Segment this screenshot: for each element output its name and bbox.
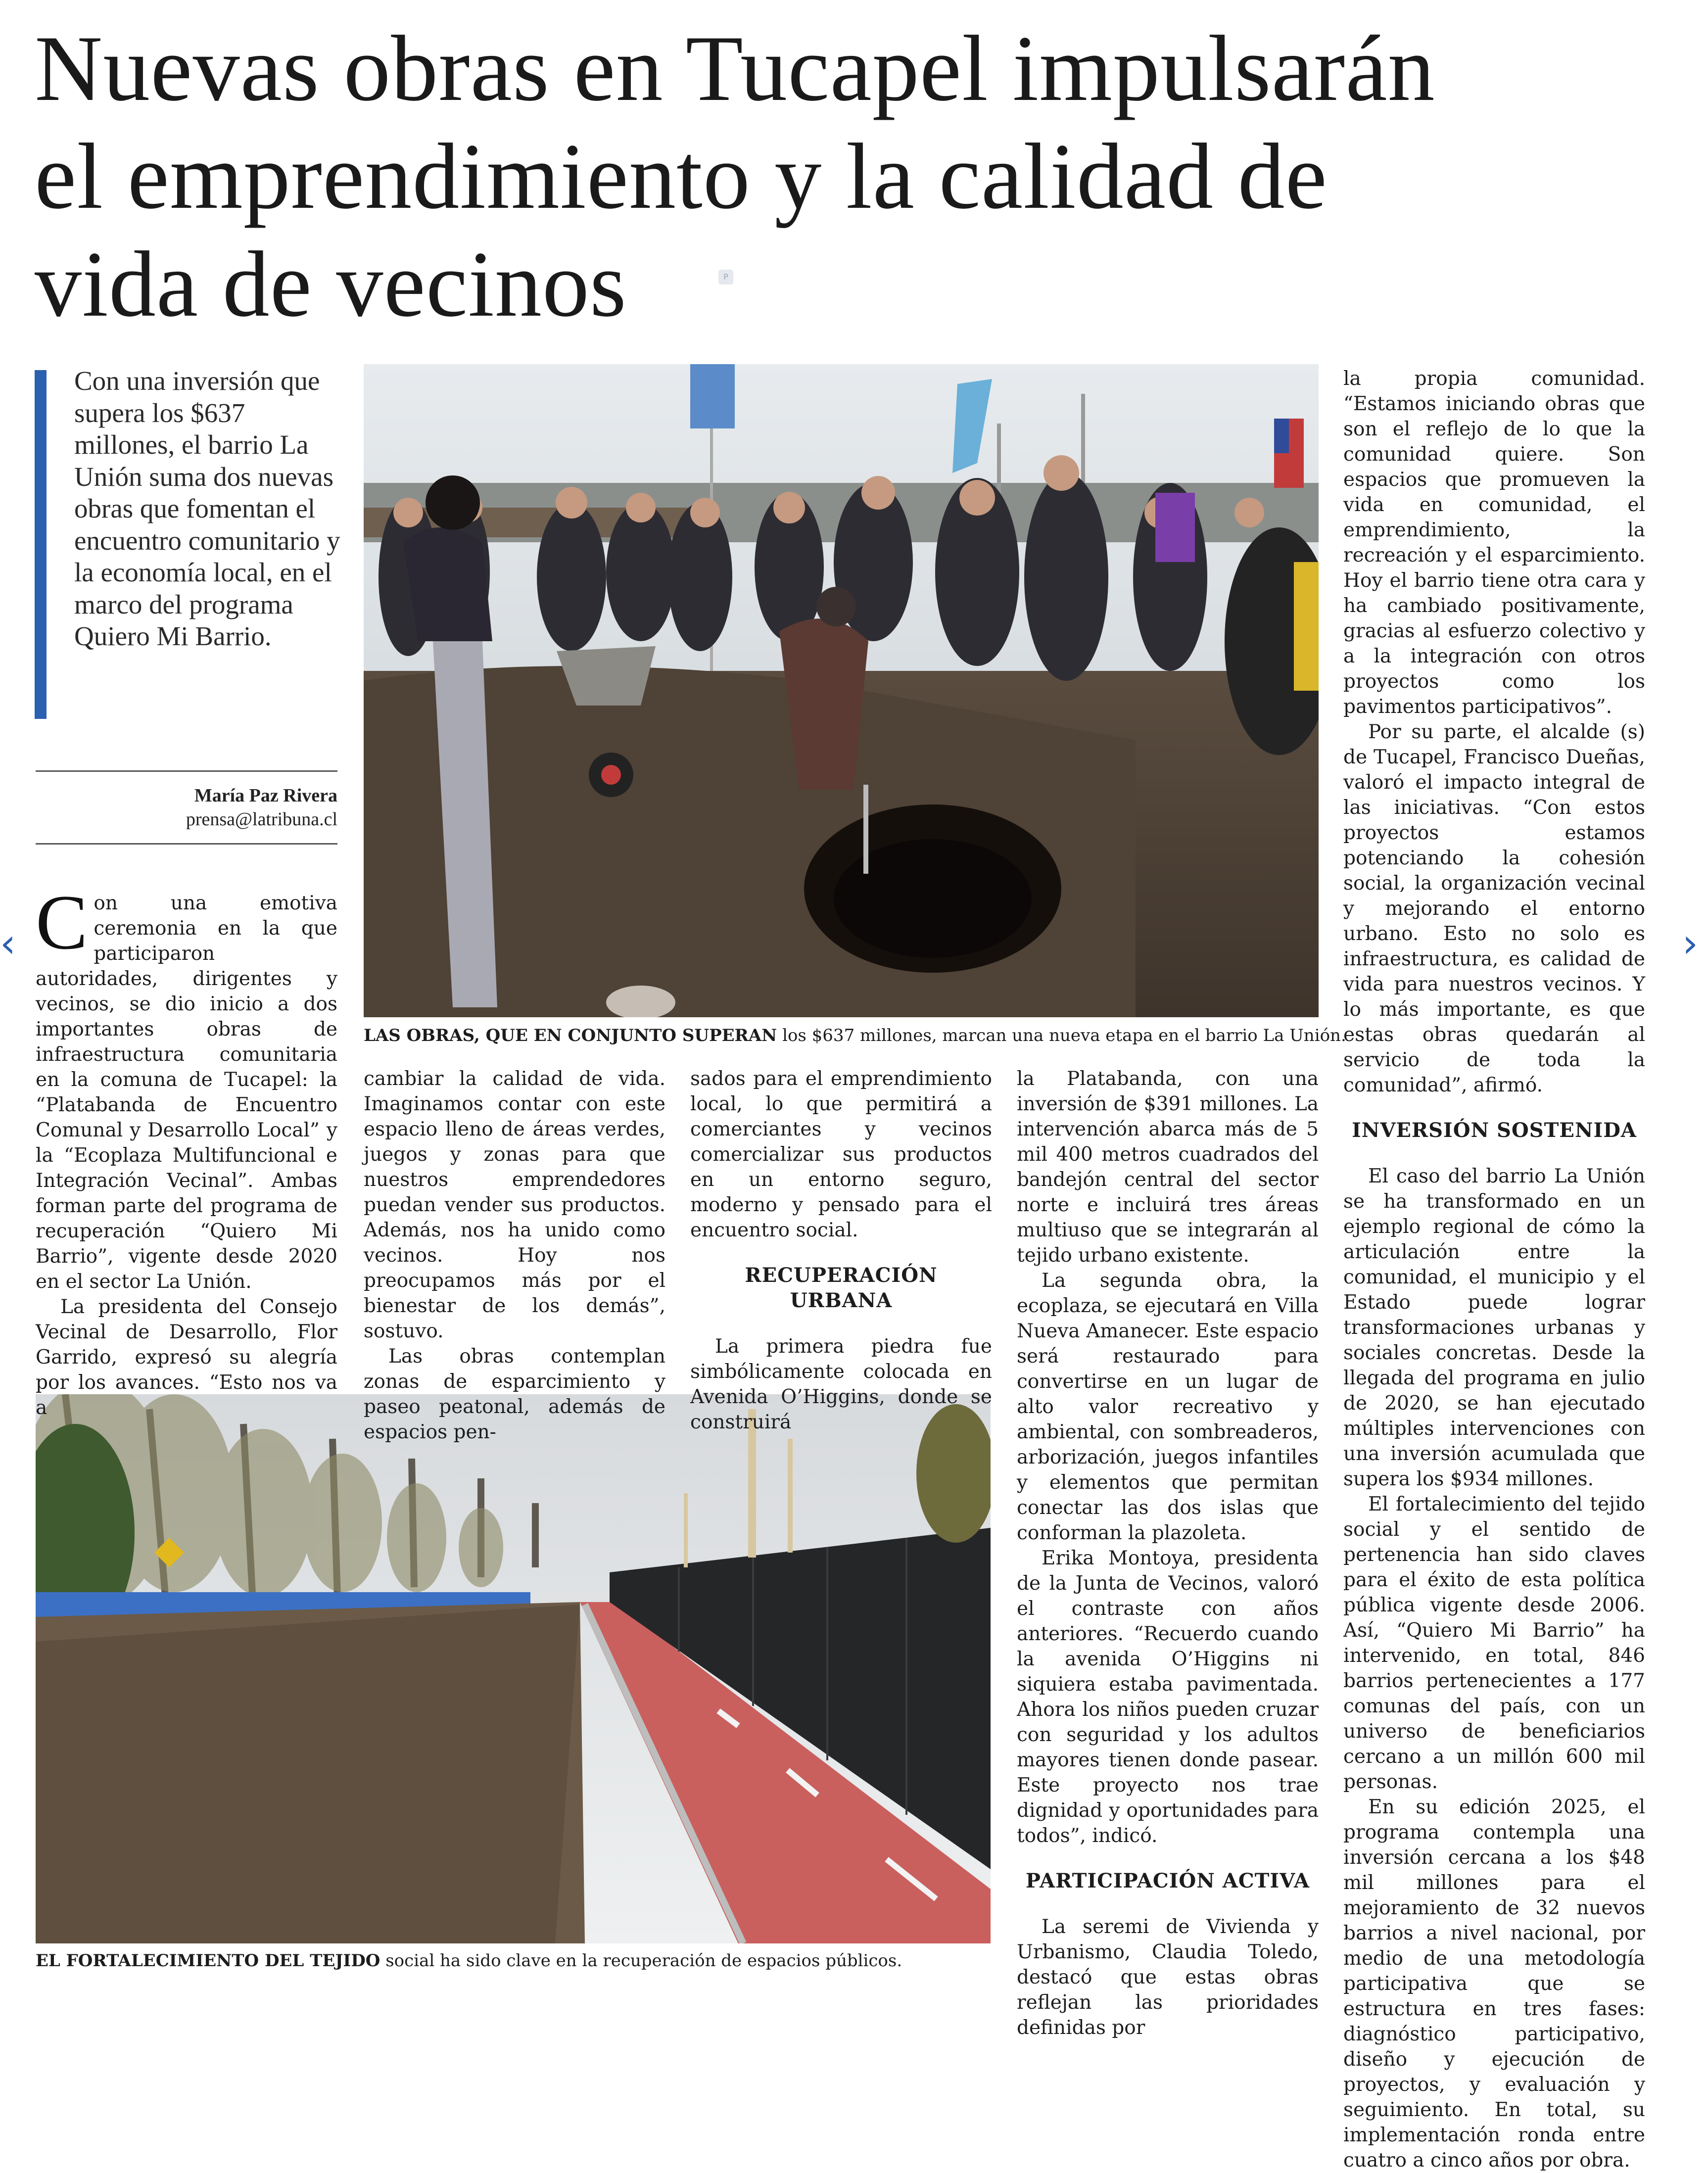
body-paragraph: Las obras contemplan zonas de esparcimiento y paseo peatonal, además de espacios pen-	[364, 1345, 665, 1443]
body-paragraph: sados para el emprendimiento local, lo que permitirá a comerciantes y vecinos comercializar sus productos en un entorno seguro, moderno y pensado para el encuentro social.	[690, 1068, 992, 1241]
ceremony-caption-text: los $637 millones, marcan una nueva etapa en el barrio La Unión.	[777, 1026, 1346, 1045]
body-paragraph: El caso del barrio La Unión se ha transformado en un ejemplo regional de cómo la articulación entre la comunidad, el municipio y el Estado puede lograr transformaciones urbanas y sociales concretas. Desde la llegada del programa en julio de 2020, se han ejecutado múltiples intervenciones con una inversión acumulada que supera los $934 millones.	[1343, 1165, 1645, 1490]
bike-lane-caption-bold: EL FORTALECIMIENTO DEL TEJIDO	[36, 1951, 380, 1971]
next-page-arrow-icon[interactable]: ›	[1682, 920, 1698, 966]
author-bottom-rule	[36, 843, 337, 845]
lead-paragraph: Con una inversión que supera los $637 millones, el barrio La Unión suma dos nuevas obras que fomentan el encuentro comunitario y la economía local, en el marco del programa Quiero Mi Barrio.	[74, 366, 340, 651]
headline	[35, 15, 1667, 338]
subhead-inversion-sostenida: INVERSIÓN SOSTENIDA	[1352, 1119, 1637, 1142]
author-name: María Paz Rivera	[194, 785, 337, 806]
drop-cap: C	[36, 879, 88, 966]
subhead-recuperacion-urbana: RECUPERACIÓN URBANA	[745, 1264, 938, 1312]
body-column-3	[690, 1066, 992, 1435]
headline-line-3: vida de vecinos	[35, 233, 627, 336]
author-email: prensa@latribuna.cl	[186, 809, 337, 830]
body-column-1	[36, 879, 337, 1420]
bike-lane-photo	[36, 1394, 991, 1943]
body-paragraph	[36, 879, 337, 1294]
bike-lane-photo-illustration	[36, 1394, 991, 1943]
body-column-5	[1343, 366, 1645, 2173]
ceremony-photo-caption	[364, 1026, 1346, 1045]
body-paragraph: La primera piedra fue simbólicamente colocada en Avenida O’Higgins, donde se construirá	[690, 1335, 992, 1433]
body-paragraph: Por su parte, el alcalde (s) de Tucapel, Francisco Dueñas, valoró el impacto integral de las iniciativas. “Con estos proyectos estamos potenciando la cohesión social, la organización vecinal y mejorando el entorno urbano. Esto no solo es infraestructura, es calidad de vida para nuestros vecinos. Y lo más importante, es que estas obras quedarán al servicio de toda la comunidad”, afirmó.	[1343, 721, 1645, 1096]
prev-page-arrow-icon[interactable]: ‹	[0, 920, 16, 966]
body-column-2	[364, 1066, 665, 1445]
bike-lane-caption-text: social ha sido clave en la recuperación de espacios públicos.	[380, 1951, 902, 1971]
lead-accent-bar	[35, 370, 47, 719]
body-paragraph: La seremi de Vivienda y Urbanismo, Claudia Toledo, destacó que estas obras reflejan las prioridades definidas por	[1017, 1916, 1319, 2039]
ceremony-photo	[364, 364, 1319, 1017]
body-paragraph: la propia comunidad. “Estamos iniciando obras que son el reflejo de lo que la comunidad quiere. Son espacios que promueven la vida en comunidad, el emprendimiento, la recreación y el esparcimiento. Hoy el barrio tiene otra cara y ha cambiado positivamente, gracias al esfuerzo colectivo y a la integración con otros proyectos como los pavimentos participativos”.	[1343, 368, 1645, 718]
body-paragraph: cambiar la calidad de vida. Imaginamos contar con este espacio lleno de áreas verdes, juegos y zonas para que nuestros emprendedores puedan vender sus productos. Además, nos ha unido como vecinos. Hoy nos preocupamos más por el bienestar de los demás”, sostuvo.	[364, 1068, 665, 1342]
headline-line-2: el emprendimiento y la calidad de	[35, 125, 1328, 229]
body-paragraph: La presidenta del Consejo Vecinal de Desarrollo, Flor Garrido, expresó su alegría por los avances. “Esto nos va a	[36, 1296, 337, 1419]
author-top-rule	[36, 770, 337, 772]
body-paragraph: La segunda obra, la ecoplaza, se ejecutará en Villa Nueva Amanecer. Este espacio será restaurado para convertirse en un lugar de alto valor recreativo y ambiental, con sombreaderos, arborización, juegos infantiles y elementos que permitan conectar las dos islas que conforman la plazoleta.	[1017, 1270, 1319, 1544]
headline-line-1: Nuevas obras en Tucapel impulsarán	[35, 17, 1435, 121]
ceremony-photo-illustration	[364, 364, 1319, 1017]
bike-lane-photo-caption	[36, 1951, 902, 1971]
body-paragraph: Erika Montoya, presidenta de la Junta de Vecinos, valoró el contraste con años anteriores. “Recuerdo cuando la avenida O’Higgins ni siquiera estaba pavimentada. Ahora los niños pueden cruzar con seguridad y los adultos mayores tienen donde pasear. Este proyecto nos trae dignidad y oportunidades para todos”, indicó.	[1017, 1547, 1319, 1847]
paragraph-text: on una emotiva ceremonia en la que participaron autoridades, dirigentes y vecinos, se dio inicio a dos importantes obras de infraestructura comunitaria en la comuna de Tucapel: la “Platabanda de Encuentro Comunal y Desarrollo Local” y la “Ecoplaza Multifuncional e Integración Vecinal”. Ambas forman parte del programa de recuperación “Quiero Mi Barrio”, vigente desde 2020 en el sector La Unión.	[36, 892, 337, 1293]
body-paragraph: En su edición 2025, el programa contempla una inversión cercana a los $48 mil millones para el mejoramiento de 32 nuevos barrios a nivel nacional, por medio de una metodología participativa que se estructura en tres fases: diagnóstico participativo, diseño y ejecución de proyectos, y evaluación y seguimiento. En total, su implementación ronda entre cuatro a cinco años por obra.	[1343, 1796, 1645, 2172]
image-marker-icon[interactable]: P	[718, 270, 733, 284]
subhead-participacion-activa: PARTICIPACIÓN ACTIVA	[1025, 1869, 1310, 1892]
body-paragraph: El fortalecimiento del tejido social y el sentido de pertenencia han sido claves para el éxito de esta política pública vigente desde 2006. Así, “Quiero Mi Barrio” ha intervenido, en total, 846 barrios pertenecientes a 177 comunas del país, con un universo de beneficiarios cercano a un millón 600 mil personas.	[1343, 1493, 1645, 1793]
body-paragraph: la Platabanda, con una inversión de $391 millones. La intervención abarca más de 5 mil 400 metros cuadrados del bandejón central del sector norte e incluirá tres áreas multiuso que se integrarán al tejido urbano existente.	[1017, 1068, 1319, 1267]
ceremony-caption-bold: LAS OBRAS, QUE EN CONJUNTO SUPERAN	[364, 1026, 777, 1045]
body-column-4	[1017, 1066, 1319, 2040]
